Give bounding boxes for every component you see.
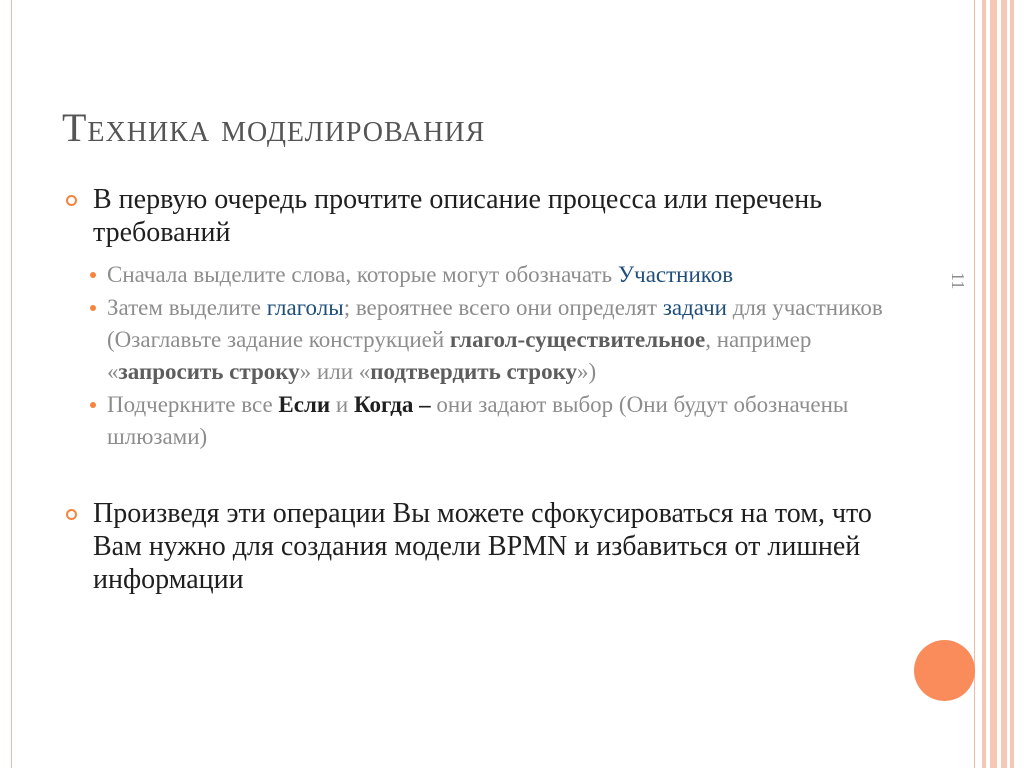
sub-bullet-2 [66,292,906,388]
bullet-ring-icon [66,509,77,520]
sub-bullet-3-text: Подчеркните все [107,392,279,417]
sub-bullet-2-text-4: , например « [107,327,812,384]
sub-bullet-list [66,259,906,453]
term-when: Когда [353,392,414,417]
example-request-string: запросить строку [118,359,300,384]
spacer [66,454,906,497]
sub-bullet-2-text: Затем выделите [107,295,267,320]
bullet-1 [66,183,906,249]
slide-content [66,183,906,596]
slide-title: Техника моделирования [62,105,486,150]
term-verb-noun: глагол-существительное [449,327,706,352]
sub-bullet-3-text-2: и [330,392,354,417]
term-tasks: задачи [662,295,727,320]
sub-bullet-2-text-5: » или « [299,359,371,384]
bullet-1-text: В первую очередь прочтите описание процесса или перечень требований [93,184,822,248]
term-verbs: глаголы [266,295,344,320]
sub-bullet-1-text: Сначала выделите слова, которые могут обозначать [107,262,618,287]
sub-bullet-1 [66,259,906,291]
sub-bullet-2-text-2: ; вероятнее всего они определят [343,295,663,320]
bullet-dot-icon [90,305,96,311]
bullet-dot-icon [90,272,96,278]
sub-bullet-3-text-3: они задают выбор (Они будут обозначены шлюзами) [107,392,849,449]
bullet-2-text: Произведя эти операции Вы можете сфокусироваться на том, что Вам нужно для создания модели BPMN и избавиться от лишней информации [93,498,872,595]
dash: – [413,392,437,417]
decorative-stripes [976,0,1024,768]
sub-bullet-3 [66,389,906,453]
decorative-circle [914,640,975,701]
bullet-ring-icon [66,195,77,206]
term-if: Если [278,392,331,417]
example-confirm-string: подтвердить строку [370,359,578,384]
bullet-dot-icon [90,402,96,408]
sub-bullet-2-text-3: для участников (Озаглавьте задание конструкцией [107,295,883,352]
bullet-2 [66,497,906,596]
term-participants: Участников [617,262,734,287]
sub-bullet-2-text-6: ») [577,359,597,384]
page-number: 11 [948,272,968,290]
